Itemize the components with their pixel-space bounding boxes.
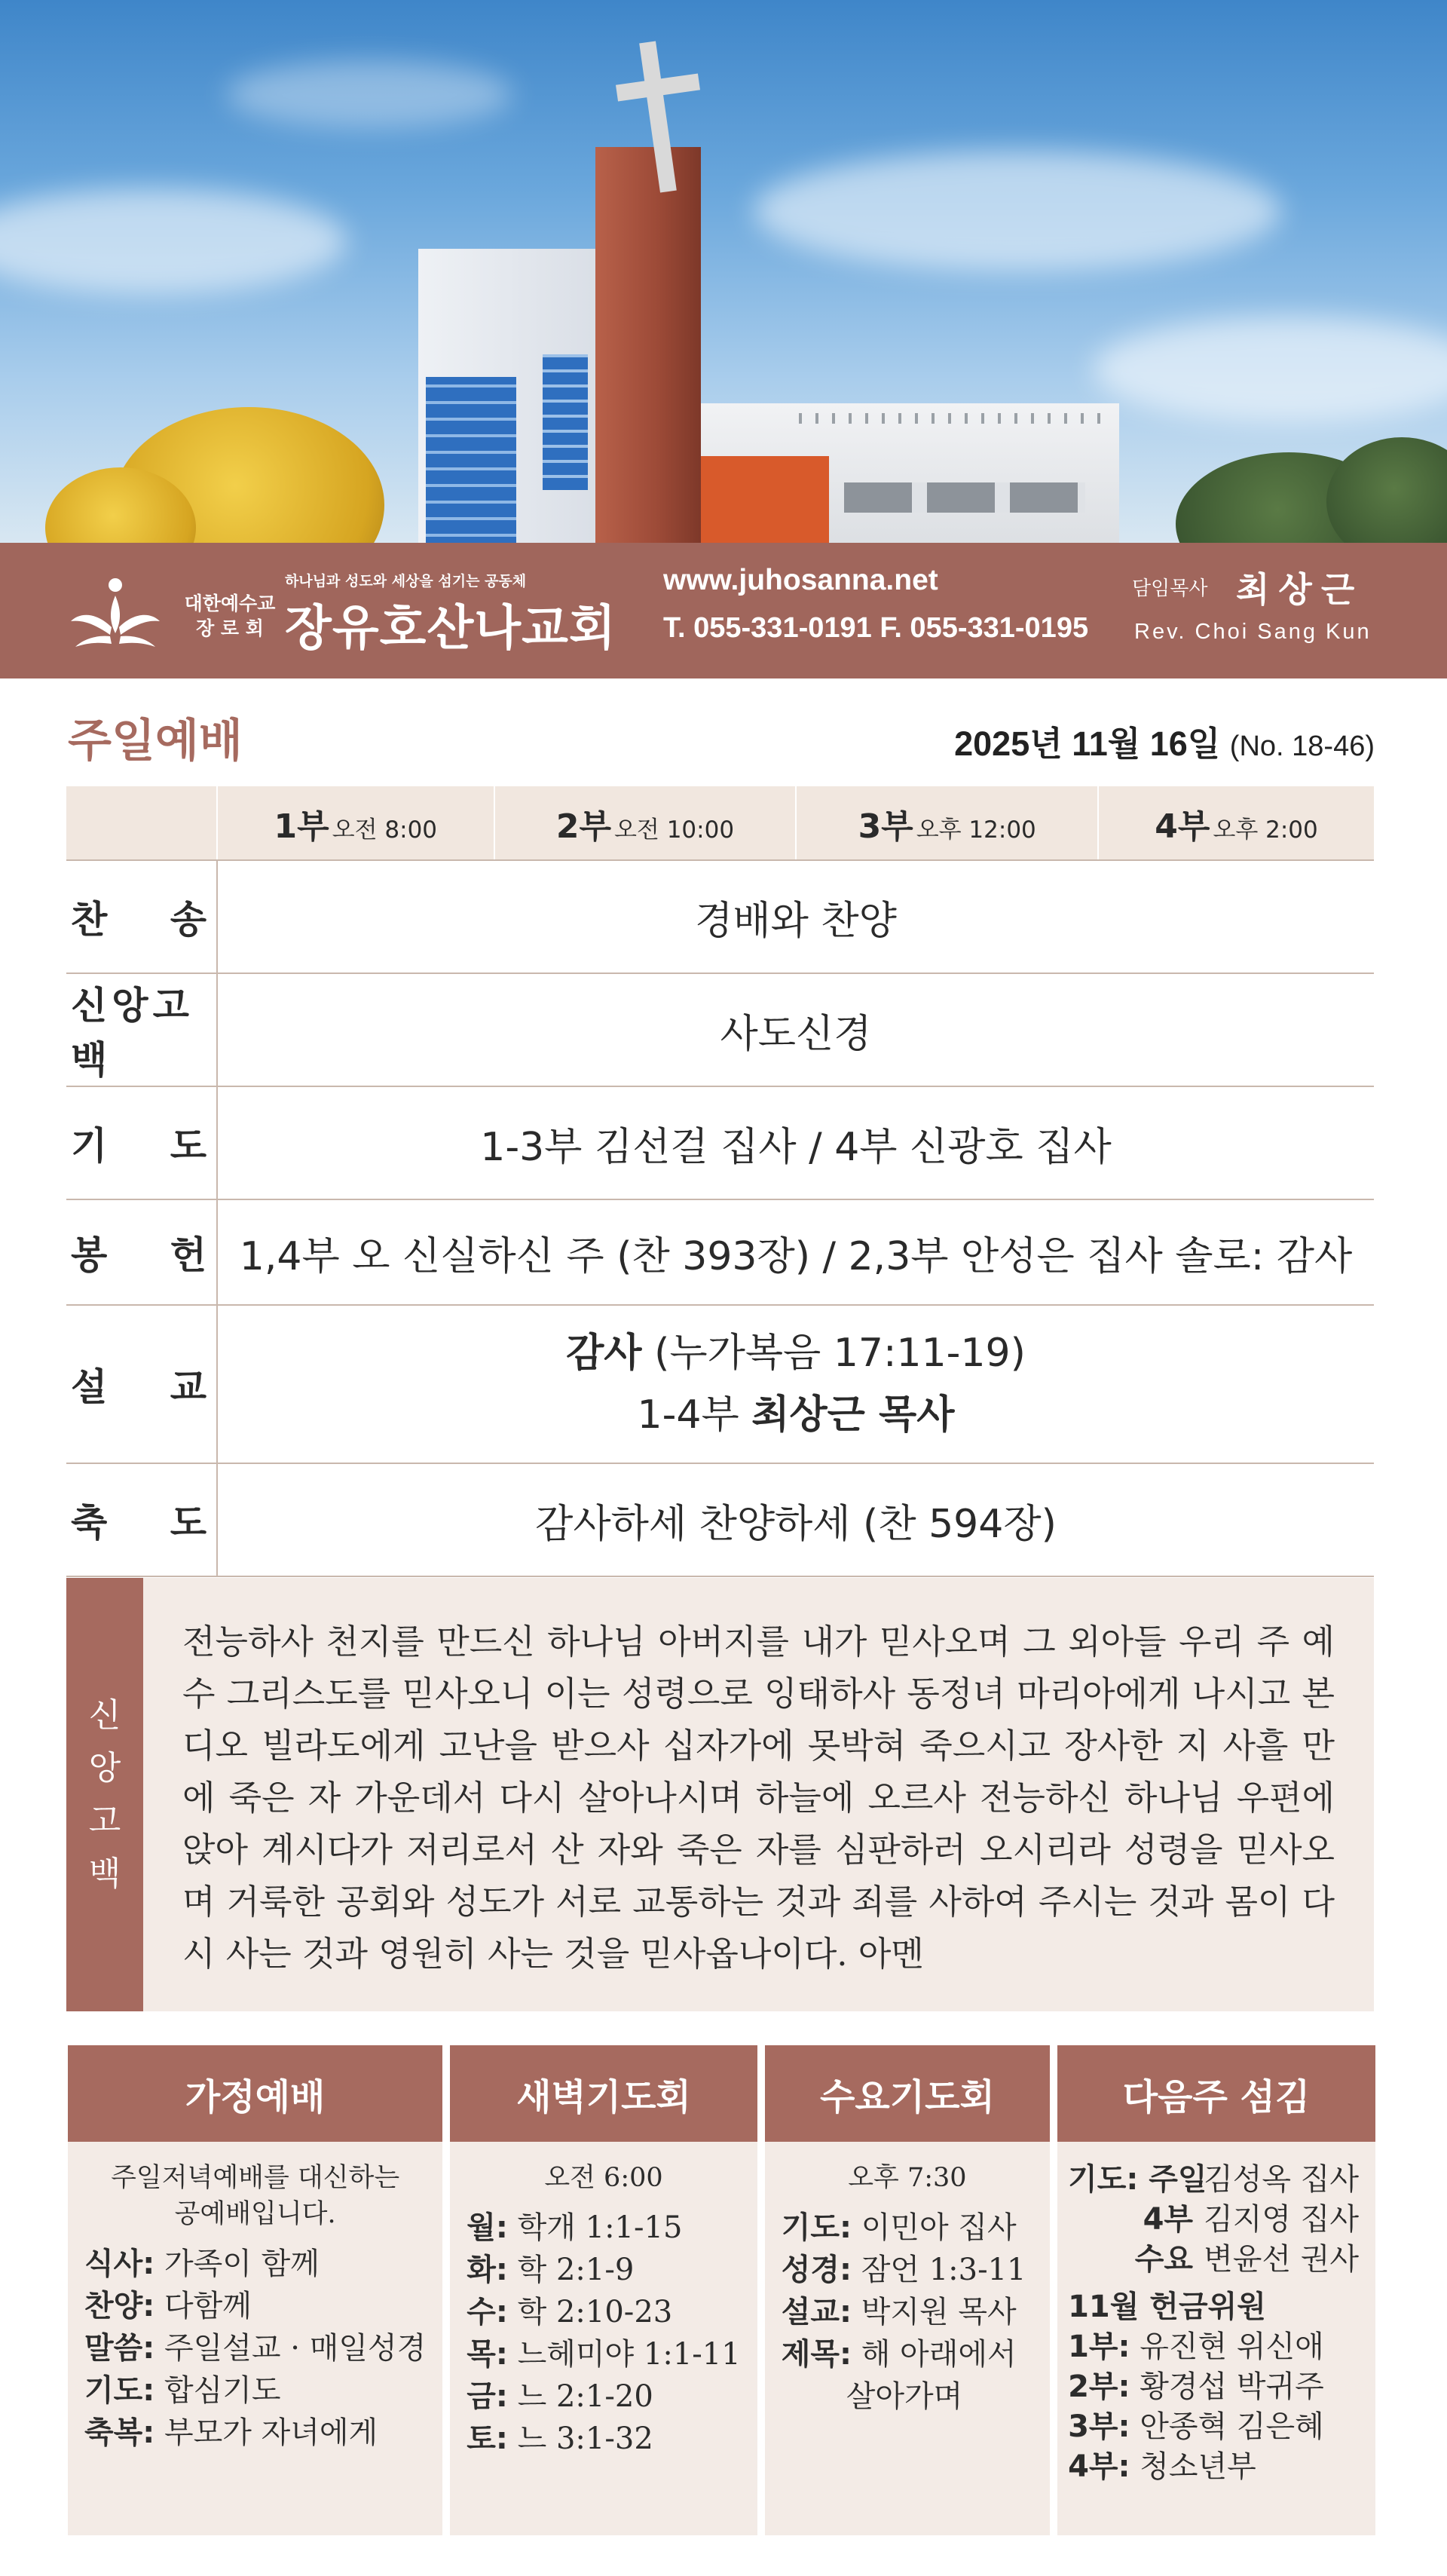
offering-value: 1,4부 오 신실하신 주 (찬 393장) / 2,3부 안성은 집사 솔로: 감사 (217, 1199, 1374, 1305)
apostles-creed-panel (66, 1578, 1374, 2011)
order-row-prayer: 기 도 1-3부 김선걸 집사 / 4부 신광호 집사 (66, 1086, 1374, 1199)
church-building-photo (0, 0, 1447, 543)
bulletin-number: (No. 18-46) (1229, 731, 1375, 762)
list-item: 설교: 박지원 목사 (781, 2295, 1017, 2329)
denomination-label: 대한예수교 장 로 회 (184, 593, 276, 639)
list-item: 축복: 부모가 자녀에게 (84, 2415, 378, 2450)
order-row-sermon: 설 교 감사 (누가복음 17:11-19) 1-4부 최상근 목사 (66, 1305, 1374, 1463)
order-row-benediction: 축 도 감사하세 찬양하세 (찬 594장) (66, 1463, 1374, 1576)
church-banner (0, 543, 1447, 678)
order-row-creed: 신앙고백 사도신경 (66, 973, 1374, 1086)
family-worship-box: 가정예배 주일저녁예배를 대신하는 공예배입니다. 식사: 가족이 함께 찬양: 다함께 말씀: 주일설교 · 매일성경 기도: 합심기도 축복: 부모가 자녀에게 (68, 2045, 442, 2535)
benediction-value: 감사하세 찬양하세 (찬 594장) (217, 1463, 1374, 1576)
list-item: 화: 학 2:1-9 (467, 2253, 635, 2287)
service-col-4: 4부 오후 2:00 (1098, 786, 1374, 860)
order-row-praise: 찬 송 경배와 찬양 (66, 860, 1374, 973)
list-item: 4부 김지영 집사 (1143, 2202, 1359, 2237)
creed-value: 사도신경 (217, 973, 1374, 1086)
sermon-scripture: (누가복음 17:11-19) (654, 1331, 1026, 1376)
worship-order-table (66, 786, 1374, 1577)
list-item: 말씀: 주일설교 · 매일성경 (84, 2331, 427, 2366)
service-col-1: 1부 오전 8:00 (217, 786, 494, 860)
list-item: 2부: 황경섭 박귀주 (1068, 2369, 1324, 2404)
list-item: 찬양: 다함께 (84, 2289, 252, 2323)
list-item: 식사: 가족이 함께 (84, 2247, 320, 2281)
list-item: 목: 느헤미야 1:1-11 (467, 2337, 741, 2372)
pastor-name-english: Rev. Choi Sang Kun (1134, 620, 1372, 644)
creed-side-label: 신 앙 고 백 (66, 1578, 143, 2011)
pastor-role: 담임목사 (1132, 577, 1208, 600)
praise-value: 경배와 찬양 (217, 860, 1374, 973)
pastor-name: 최상근 (1236, 569, 1364, 610)
sermon-title: 감사 (566, 1331, 642, 1376)
order-row-offering: 봉 헌 1,4부 오 신실하신 주 (찬 393장) / 2,3부 안성은 집사 솔로: 감사 (66, 1199, 1374, 1305)
sermon-preacher: 최상근 목사 (751, 1392, 955, 1438)
list-item: 기도: 주일김성옥 집사 (1068, 2162, 1359, 2197)
church-logo-icon (66, 574, 164, 650)
list-item: 3부: 안종혁 김은혜 (1068, 2409, 1324, 2444)
service-col-2: 2부 오전 10:00 (494, 786, 797, 860)
service-col-3: 3부 오후 12:00 (796, 786, 1098, 860)
list-item: 수: 학 2:10-23 (467, 2295, 673, 2329)
wednesday-prayer-box: 수요기도회 오후 7:30 기도: 이민아 집사 성경: 잠언 1:3-11 설교: 박지원 목사 제목: 해 아래에서 살아가며 (765, 2045, 1050, 2535)
list-item: 성경: 잠언 1:3-11 (781, 2253, 1026, 2287)
list-item: 금: 느 2:1-20 (467, 2379, 653, 2414)
list-item: 기도: 합심기도 (84, 2373, 281, 2408)
list-item: 4부: 청소년부 (1068, 2449, 1256, 2484)
church-name: 장유호산나교회 (285, 601, 616, 657)
list-item: 살아가며 (846, 2379, 963, 2414)
box-title: 가정예배 (68, 2045, 442, 2142)
list-item: 1부: 유진현 위신애 (1068, 2329, 1324, 2364)
info-boxes (68, 2045, 1375, 2535)
bulletin-date: 2025년 11월 16일 (No. 18-46) (954, 724, 1375, 763)
next-week-service-box (1057, 2045, 1375, 2535)
sermon-value: 감사 (누가복음 17:11-19) 1-4부 최상근 목사 (217, 1305, 1374, 1463)
phone-fax: T. 055-331-0191 F. 055-331-0195 (663, 612, 1089, 644)
dawn-prayer-box: 새벽기도회 오전 6:00 월: 학개 1:1-15 화: 학 2:1-9 수: 학 2:10-23 목: 느헤미야 1:1-11 금: 느 2:1-20 토: 느 3:1-32 (450, 2045, 757, 2535)
box-title: 다음주 섬김 (1057, 2045, 1375, 2142)
church-motto: 하나님과 성도와 세상을 섬기는 공동체 (285, 573, 527, 590)
service-times-row (66, 786, 1374, 860)
list-item: 기도: 이민아 집사 (781, 2210, 1017, 2245)
offering-committee-title: 11월 헌금위원 (1068, 2290, 1266, 2324)
prayer-value: 1-3부 김선걸 집사 / 4부 신광호 집사 (217, 1086, 1374, 1199)
creed-text: 전능하사 천지를 만드신 하나님 아버지를 내가 믿사오며 그 외아들 우리 주 예수 그리스도를 믿사오니 이는 성령으로 잉태하사 동정녀 마리아에게 나시고 본디오 빌라도에게 고난을 받으사 십자가에 못박혀 죽으시고 장사한 지 사흘 만에 죽은 자 가운데서 다시 살아나시며 하늘에 오르사 전능하신 하나님 우편에 앉아 계시다가 저리로서 산 자와 죽은 자를 심판하러 오시리라 성령을 믿사오며 거룩한 공회와 성도가 서로 교통하는 것과 죄를 사하여 주시는 것과 몸이 다시 사는 것과 영원히 사는 것을 믿사옵나이다. 아멘 (182, 1622, 1335, 1974)
list-item: 월: 학개 1:1-15 (467, 2210, 683, 2245)
box-title: 새벽기도회 (450, 2045, 757, 2142)
list-item: 제목: 해 아래에서 (781, 2337, 1017, 2372)
list-item: 토: 느 3:1-32 (467, 2421, 653, 2456)
list-item: 수요 변윤선 권사 (1134, 2242, 1359, 2277)
box-title: 수요기도회 (765, 2045, 1050, 2142)
section-title: 주일예배 (68, 715, 243, 767)
website-link[interactable]: www.juhosanna.net (663, 564, 938, 596)
